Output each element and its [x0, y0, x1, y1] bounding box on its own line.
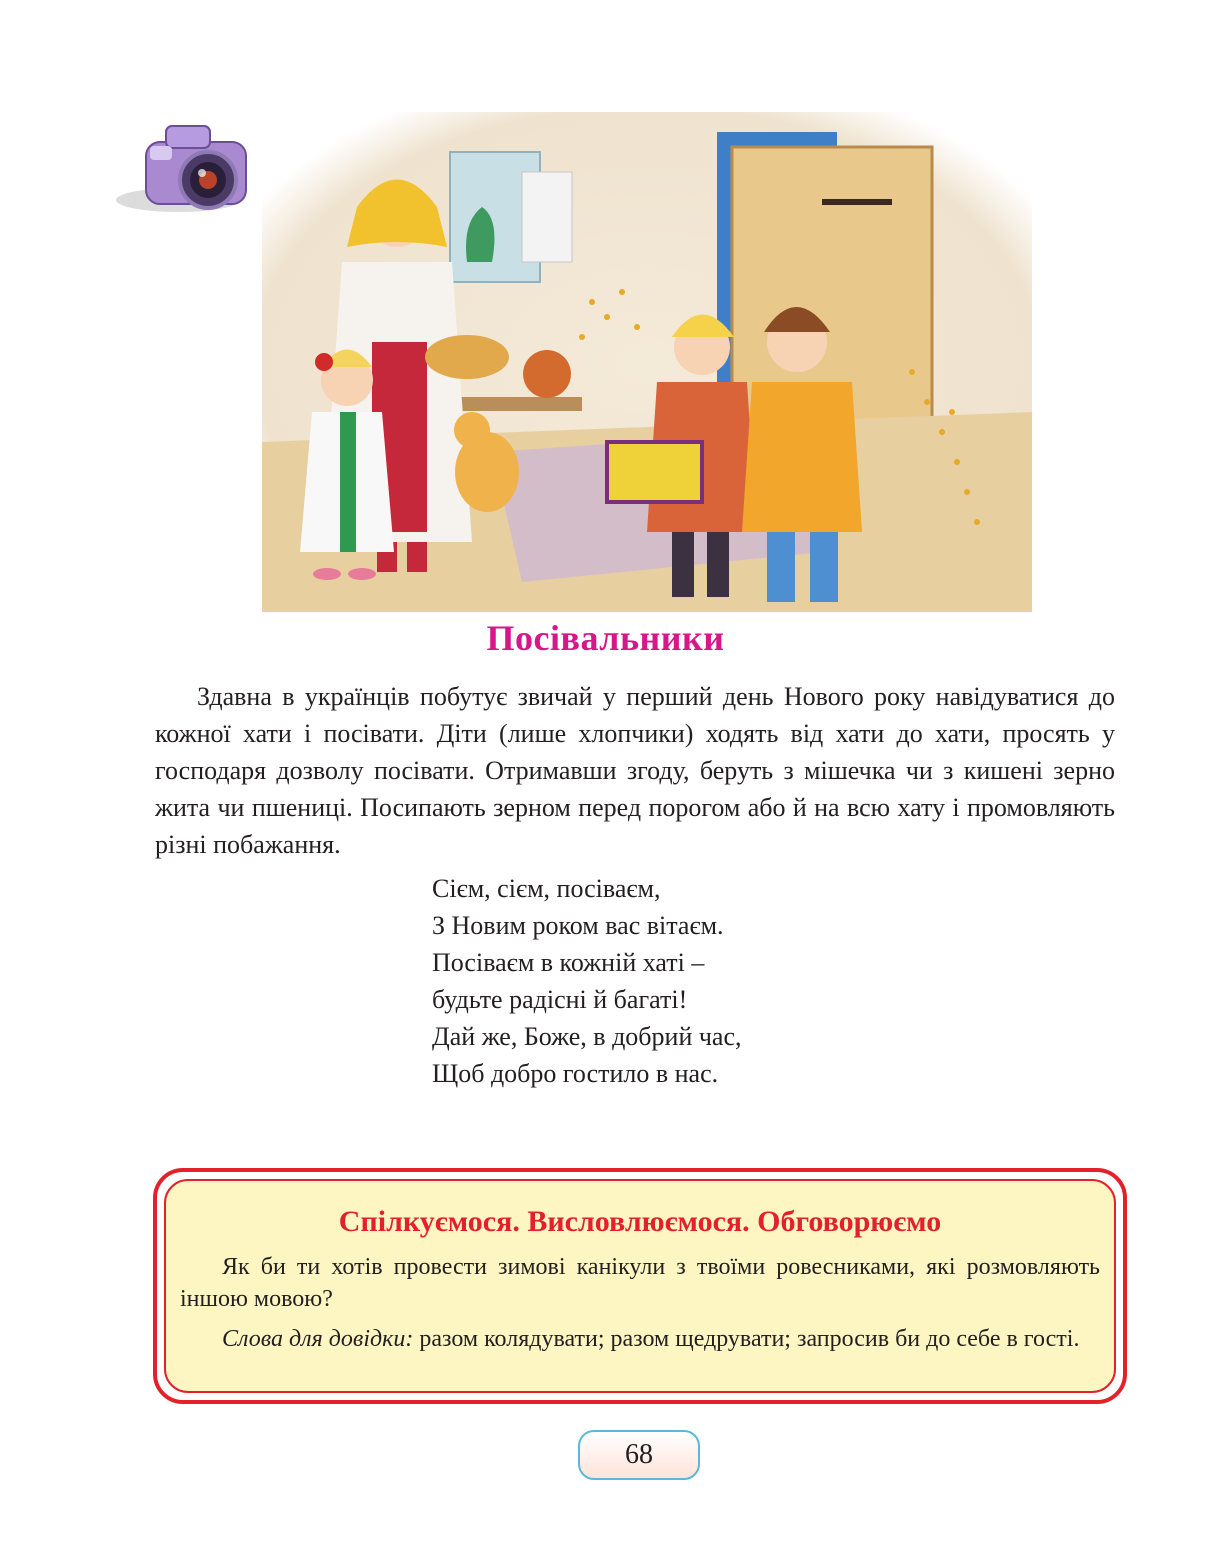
carolers-illustration — [262, 112, 1032, 612]
poem-line: будьте радісні й багаті! — [432, 985, 688, 1014]
page-number: 68 — [578, 1430, 700, 1480]
page-title: Посівальники — [486, 618, 725, 658]
poem-line: Щоб добро гостило в нас. — [432, 1059, 719, 1088]
poem-line: Посіваєм в кожній хаті – — [432, 948, 705, 977]
discussion-box-inner — [164, 1179, 1116, 1393]
poem-line: Сієм, сієм, посіваєм, — [432, 874, 661, 903]
hint-label: Слова для довідки: — [222, 1326, 414, 1352]
discussion-box-title: Спілкуємося. Висловлюємося. Обговорюємо — [338, 1205, 942, 1238]
discussion-box — [153, 1168, 1127, 1404]
discussion-hint — [180, 1323, 1100, 1355]
poem-line: Дай же, Боже, в добрий час, — [432, 1022, 742, 1051]
poem — [432, 870, 742, 1092]
discussion-question: Як би ти хотів провести зимові канікули з твоїми ровесниками, які розмовляють іншою мовою? — [180, 1254, 1100, 1312]
main-paragraph: Здавна в українців побутує звичай у перший день Нового року навідуватися до кожної хати і посівати. Діти (лише хлопчики) ходять від хати до хати, просять у господаря дозволу посівати. Отримавши згоду, беруть з мішечка чи з кишені зерно жита чи пшениці. Посипають зерном перед порогом або й на всю хату і промовляють різні побажання. — [155, 682, 1115, 859]
hint-text: разом колядувати; разом щедрувати; запросив би до себе в гості. — [413, 1326, 1080, 1352]
camera-icon — [108, 110, 258, 220]
poem-line: З Новим роком вас вітаєм. — [432, 911, 724, 940]
